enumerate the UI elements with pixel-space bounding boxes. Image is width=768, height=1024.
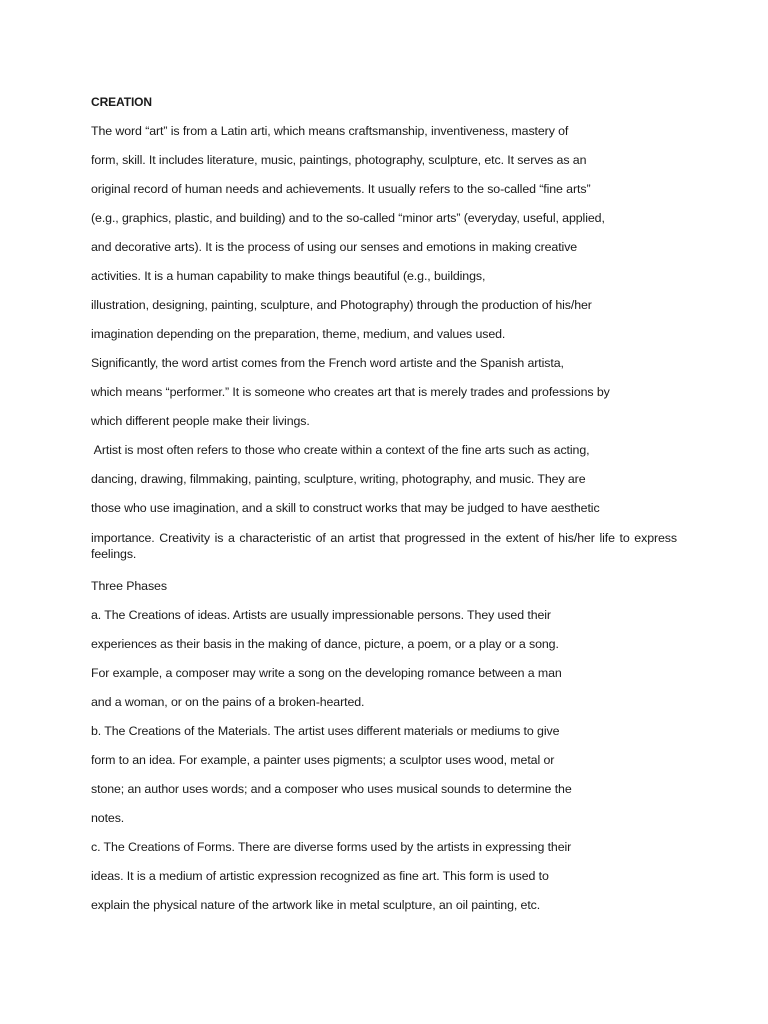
phase-line: c. The Creations of Forms. There are diverse forms used by the artists in expressing their <box>91 840 572 854</box>
phase-line: form to an idea. For example, a painter uses pigments; a sculptor uses wood, metal or <box>91 753 555 767</box>
paragraph-line: original record of human needs and achievements. It usually refers to the so-called “fine arts” <box>91 182 591 196</box>
justified-paragraph: importance. Creativity is a characteristic of an artist that progressed in the extent of his/her life to express feelings. <box>91 531 677 561</box>
paragraph-line: dancing, drawing, filmmaking, painting, sculpture, writing, photography, and music. They are <box>91 472 586 486</box>
phase-line: explain the physical nature of the artwork like in metal sculpture, an oil painting, etc. <box>91 898 541 912</box>
paragraph-line: which different people make their livings. <box>91 414 310 428</box>
paragraph-line: activities. It is a human capability to make things beautiful (e.g., buildings, <box>91 269 486 283</box>
paragraph-line: illustration, designing, painting, sculpture, and Photography) through the production of his/her <box>91 298 592 312</box>
paragraph-line: imagination depending on the preparation, theme, medium, and values used. <box>91 327 506 341</box>
phase-line: and a woman, or on the pains of a broken-hearted. <box>91 695 365 709</box>
paragraph-line: those who use imagination, and a skill to construct works that may be judged to have aesthetic <box>91 501 600 515</box>
phase-line: ideas. It is a medium of artistic expression recognized as fine art. This form is used to <box>91 869 549 883</box>
document-heading: CREATION <box>91 95 152 109</box>
paragraph-line: (e.g., graphics, plastic, and building) and to the so-called “minor arts” (everyday, useful, applied, <box>91 211 605 225</box>
phase-line: For example, a composer may write a song on the developing romance between a man <box>91 666 562 680</box>
phase-line: stone; an author uses words; and a composer who uses musical sounds to determine the <box>91 782 572 796</box>
paragraph-line: which means “performer.” It is someone who creates art that is merely trades and professions by <box>91 385 610 399</box>
paragraph-line: form, skill. It includes literature, music, paintings, photography, sculpture, etc. It serves as an <box>91 153 587 167</box>
phase-line: experiences as their basis in the making of dance, picture, a poem, or a play or a song. <box>91 637 559 651</box>
phase-line: a. The Creations of ideas. Artists are usually impressionable persons. They used their <box>91 608 551 622</box>
paragraph-line: Significantly, the word artist comes from the French word artiste and the Spanish artista, <box>91 356 564 370</box>
paragraph-line: The word “art” is from a Latin arti, which means craftsmanship, inventiveness, mastery of <box>91 124 569 138</box>
phase-line: b. The Creations of the Materials. The artist uses different materials or mediums to give <box>91 724 560 738</box>
section-subheading: Three Phases <box>91 579 167 593</box>
paragraph-line: Artist is most often refers to those who create within a context of the fine arts such as acting, <box>91 443 590 457</box>
phase-line: notes. <box>91 811 125 825</box>
paragraph-line: and decorative arts). It is the process of using our senses and emotions in making creative <box>91 240 578 254</box>
